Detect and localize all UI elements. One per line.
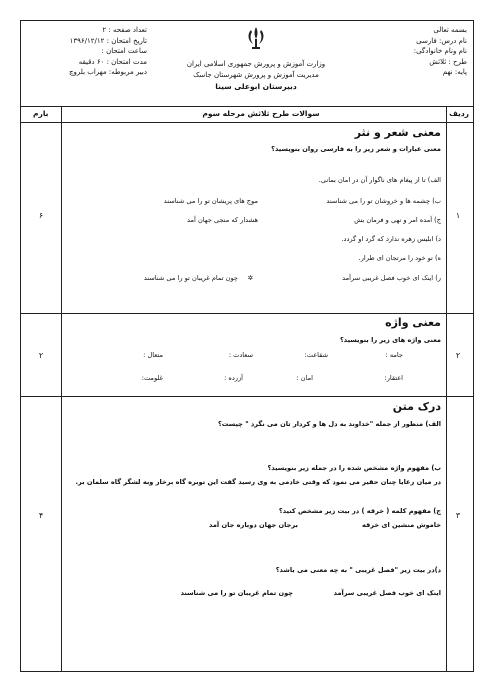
- q1-star: ✲: [247, 274, 253, 282]
- exam-header: [21, 21, 473, 107]
- q1-c1: ج) آمده امر و نهی و فرمان بش: [354, 216, 441, 224]
- row-divider-1: [21, 313, 473, 314]
- q1-f2: چون تمام غریبان تو را می شناسند: [143, 274, 238, 282]
- header-right: [414, 25, 467, 78]
- q1-b1: ب) چشمه ها و خروشان تو را می شناسند: [326, 197, 441, 205]
- table-header-row: [21, 106, 473, 123]
- col-score-label: بارم: [33, 109, 49, 118]
- basmala: بسمه تعالی: [433, 26, 467, 34]
- q3-d: د)در بیت زیر "فصل غریبی " به چه معنی می باشد؟: [275, 566, 441, 574]
- q1-a: الف) تا از پیغام های ناگوار آن در امان بمانی.: [318, 176, 441, 184]
- header-center: [171, 25, 341, 92]
- q1-score: ۶: [38, 211, 44, 220]
- q3-c2: برجان جهان دوباره جان آمد: [209, 521, 298, 529]
- q2-word-5: اعتقار:: [384, 374, 403, 382]
- q3-d2: چون تمام غریبان تو را می شناسند: [180, 589, 293, 597]
- q3-d1: اینک ای خوب فصل غریبی سرآمد: [333, 589, 441, 597]
- q1-d: د) ابلیس زهره ندارد که گرد او گردد.: [341, 235, 441, 243]
- page-count: تعداد صفحه : ۲: [102, 26, 147, 34]
- q1-instruction: معنی عبارات و شعر زیر را به فارسی روان بنویسید؟: [271, 145, 441, 153]
- q1-f1: ر) اینک ای خوب فصل غریبی سرآمد: [342, 274, 441, 282]
- q2-instruction: معنی واژه های زیر را بنویسید؟: [339, 336, 441, 344]
- q1-e: ه) تو خود را مرتجان ای طرار.: [358, 254, 441, 262]
- q1-c2: هشدار که منجی جهان آمد: [187, 216, 258, 224]
- q1-b2: موج های پریشان تو را می شناسند: [163, 197, 258, 205]
- q2-word-1: جامه :: [385, 351, 403, 359]
- row-column-divider: [446, 106, 447, 671]
- q2-word-2: شقاعت:: [304, 351, 328, 359]
- q3-heading: درک متن: [392, 400, 441, 413]
- q2-word-8: غلومت:: [141, 374, 163, 382]
- q2-word-7: آزرده :: [224, 374, 243, 382]
- q3-number: ۳: [455, 511, 461, 520]
- q2-heading: معنی واژه: [385, 316, 441, 329]
- col-row-label: ردیف: [449, 109, 469, 118]
- teacher-name: دبیر مربوطه: مهراب بلروچ: [69, 68, 147, 76]
- exam-time: ساعت امتحان :: [101, 47, 147, 55]
- student-name: نام ونام خانوادگی:: [413, 47, 467, 55]
- exam-date: تاریخ امتحان : ۱۳۹۶/۱۲/۱۲: [69, 36, 147, 45]
- q2-score: ۲: [38, 351, 44, 360]
- q1-heading: معنی شعر و نثر: [354, 126, 441, 139]
- col-title-label: سوالات طرح ثلاثش مرحله سوم: [202, 109, 320, 118]
- grade: پایه: نهم: [442, 68, 467, 76]
- department-name: مدیریت آموزش و پرورش شهرستان جاسک: [193, 70, 319, 79]
- header-left: [27, 25, 147, 78]
- q2-word-4: متعال :: [143, 351, 163, 359]
- school-name: دبیرستان ابوعلی سینا: [215, 81, 297, 91]
- q2-word-6: امان :: [296, 374, 313, 382]
- row-divider-2: [21, 396, 473, 397]
- q3-c: ج) مفهوم کلمه ( خرقه ) در بیت زیر مشخص کنید؟: [278, 507, 441, 515]
- exam-type: طرح : ثلاثش: [429, 57, 467, 66]
- q2-word-3: سعادت :: [228, 351, 253, 359]
- ministry-name: وزارت آموزش و پرورش جمهوری اسلامی ایران: [186, 59, 326, 68]
- q2-number: ۲: [455, 351, 461, 360]
- iran-emblem-icon: [245, 25, 267, 51]
- q3-score: ۴: [38, 511, 44, 520]
- course-name: نام درس: فارسی: [416, 36, 467, 45]
- q3-b-text: در میان رعایا چنان حقیر می نمود که وقتی خادمی به وی رسید گفت این توبره گاه برخار وبه لشگر گاه سلمان بر.: [75, 478, 441, 486]
- q3-a: الف) منظور از جمله "خداوند به دل ها و کردار تان می نگرد " چیست؟: [217, 420, 441, 428]
- q3-b: ب) مفهوم واژه مشخص شده را در جمله زیر بنویسید؟: [267, 464, 441, 472]
- q1-number: ۱: [455, 211, 461, 220]
- score-column-divider: [61, 106, 62, 671]
- exam-page: [20, 20, 474, 672]
- exam-duration: مدت امتحان : ۶۰ دقیقه: [78, 57, 147, 66]
- q3-c1: خاموش منشین ای خرقه: [361, 521, 441, 529]
